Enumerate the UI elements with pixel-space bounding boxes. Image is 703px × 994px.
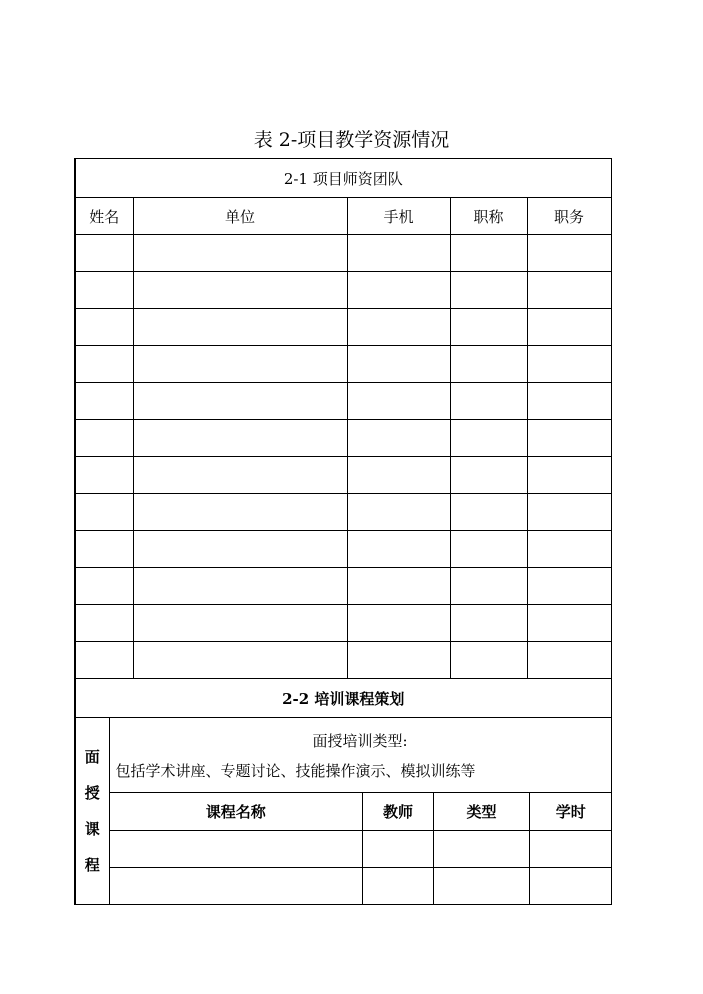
cell-course-name[interactable]	[110, 867, 363, 904]
cell-unit[interactable]	[133, 642, 347, 679]
table-row	[75, 272, 611, 309]
cell-hours[interactable]	[530, 867, 612, 904]
cell-phone[interactable]	[347, 457, 450, 494]
course-header-row	[110, 793, 612, 830]
cell-phone[interactable]	[347, 420, 450, 457]
cell-name[interactable]	[75, 383, 133, 420]
cell-name[interactable]	[75, 494, 133, 531]
cell-unit[interactable]	[133, 309, 347, 346]
cell-position[interactable]	[527, 494, 611, 531]
page-title: 表 2-项目教学资源情况	[253, 129, 450, 151]
cell-position[interactable]	[527, 346, 611, 383]
course-section-heading: 2-2 培训课程策划	[75, 679, 611, 718]
cell-title[interactable]	[450, 642, 527, 679]
cell-phone[interactable]	[347, 605, 450, 642]
cell-position[interactable]	[527, 605, 611, 642]
table-row	[110, 867, 612, 904]
cell-unit[interactable]	[133, 346, 347, 383]
table-row	[75, 457, 611, 494]
cell-unit[interactable]	[133, 272, 347, 309]
cell-phone[interactable]	[347, 531, 450, 568]
course-side-label	[75, 718, 109, 905]
team-rows	[75, 235, 611, 679]
cell-title[interactable]	[450, 494, 527, 531]
cell-unit[interactable]	[133, 420, 347, 457]
course-table	[110, 793, 612, 904]
cell-name[interactable]	[75, 309, 133, 346]
cell-title[interactable]	[450, 309, 527, 346]
header-cell-position: 职务	[527, 198, 611, 235]
table-row	[75, 420, 611, 457]
table-row	[75, 494, 611, 531]
cell-unit[interactable]	[133, 235, 347, 272]
cell-title[interactable]	[450, 568, 527, 605]
header-cell-type: 类型	[434, 793, 530, 830]
cell-title[interactable]	[450, 383, 527, 420]
course-type-title: 面授培训类型:	[312, 732, 408, 750]
cell-phone[interactable]	[347, 568, 450, 605]
course-type-desc: 包括学术讲座、专题讨论、技能操作演示、模拟训练等	[115, 762, 476, 780]
cell-title[interactable]	[450, 272, 527, 309]
table-row	[75, 383, 611, 420]
header-cell-hours: 学时	[530, 793, 612, 830]
cell-position[interactable]	[527, 420, 611, 457]
team-header-row	[75, 198, 611, 235]
table-row	[75, 309, 611, 346]
side-char: 面	[84, 748, 100, 766]
cell-name[interactable]	[75, 642, 133, 679]
cell-phone[interactable]	[347, 346, 450, 383]
cell-unit[interactable]	[133, 531, 347, 568]
cell-phone[interactable]	[347, 309, 450, 346]
table-row	[75, 531, 611, 568]
cell-unit[interactable]	[133, 383, 347, 420]
table-row	[75, 346, 611, 383]
cell-phone[interactable]	[347, 642, 450, 679]
cell-position[interactable]	[527, 235, 611, 272]
table-row	[110, 830, 612, 867]
cell-unit[interactable]	[133, 605, 347, 642]
cell-position[interactable]	[527, 568, 611, 605]
cell-title[interactable]	[450, 531, 527, 568]
cell-title[interactable]	[450, 420, 527, 457]
cell-position[interactable]	[527, 457, 611, 494]
cell-unit[interactable]	[133, 457, 347, 494]
header-cell-unit: 单位	[133, 198, 347, 235]
cell-name[interactable]	[75, 346, 133, 383]
cell-teacher[interactable]	[363, 830, 434, 867]
cell-position[interactable]	[527, 272, 611, 309]
side-char: 授	[84, 784, 100, 802]
cell-position[interactable]	[527, 309, 611, 346]
cell-title[interactable]	[450, 346, 527, 383]
cell-type[interactable]	[434, 867, 530, 904]
course-table-cell	[109, 793, 611, 905]
cell-name[interactable]	[75, 568, 133, 605]
cell-name[interactable]	[75, 531, 133, 568]
cell-position[interactable]	[527, 531, 611, 568]
cell-phone[interactable]	[347, 494, 450, 531]
header-cell-course-name: 课程名称	[110, 793, 363, 830]
cell-unit[interactable]	[133, 568, 347, 605]
cell-position[interactable]	[527, 642, 611, 679]
table-row	[75, 235, 611, 272]
cell-course-name[interactable]	[110, 830, 363, 867]
cell-title[interactable]	[450, 605, 527, 642]
cell-hours[interactable]	[530, 830, 612, 867]
resource-table	[74, 158, 612, 905]
cell-name[interactable]	[75, 457, 133, 494]
cell-name[interactable]	[75, 605, 133, 642]
header-cell-name: 姓名	[75, 198, 133, 235]
cell-teacher[interactable]	[363, 867, 434, 904]
side-char: 程	[84, 856, 100, 874]
cell-phone[interactable]	[347, 235, 450, 272]
cell-phone[interactable]	[347, 272, 450, 309]
cell-name[interactable]	[75, 235, 133, 272]
side-char: 课	[84, 820, 100, 838]
team-section-heading: 2-1 项目师资团队	[75, 159, 611, 198]
cell-position[interactable]	[527, 383, 611, 420]
header-cell-phone: 手机	[347, 198, 450, 235]
header-cell-title: 职称	[450, 198, 527, 235]
course-type-cell	[109, 718, 611, 793]
cell-unit[interactable]	[133, 494, 347, 531]
cell-type[interactable]	[434, 830, 530, 867]
table-row	[75, 568, 611, 605]
cell-name[interactable]	[75, 272, 133, 309]
header-cell-teacher: 教师	[363, 793, 434, 830]
cell-name[interactable]	[75, 420, 133, 457]
cell-title[interactable]	[450, 235, 527, 272]
cell-phone[interactable]	[347, 383, 450, 420]
table-row	[75, 642, 611, 679]
cell-title[interactable]	[450, 457, 527, 494]
table-row	[75, 605, 611, 642]
